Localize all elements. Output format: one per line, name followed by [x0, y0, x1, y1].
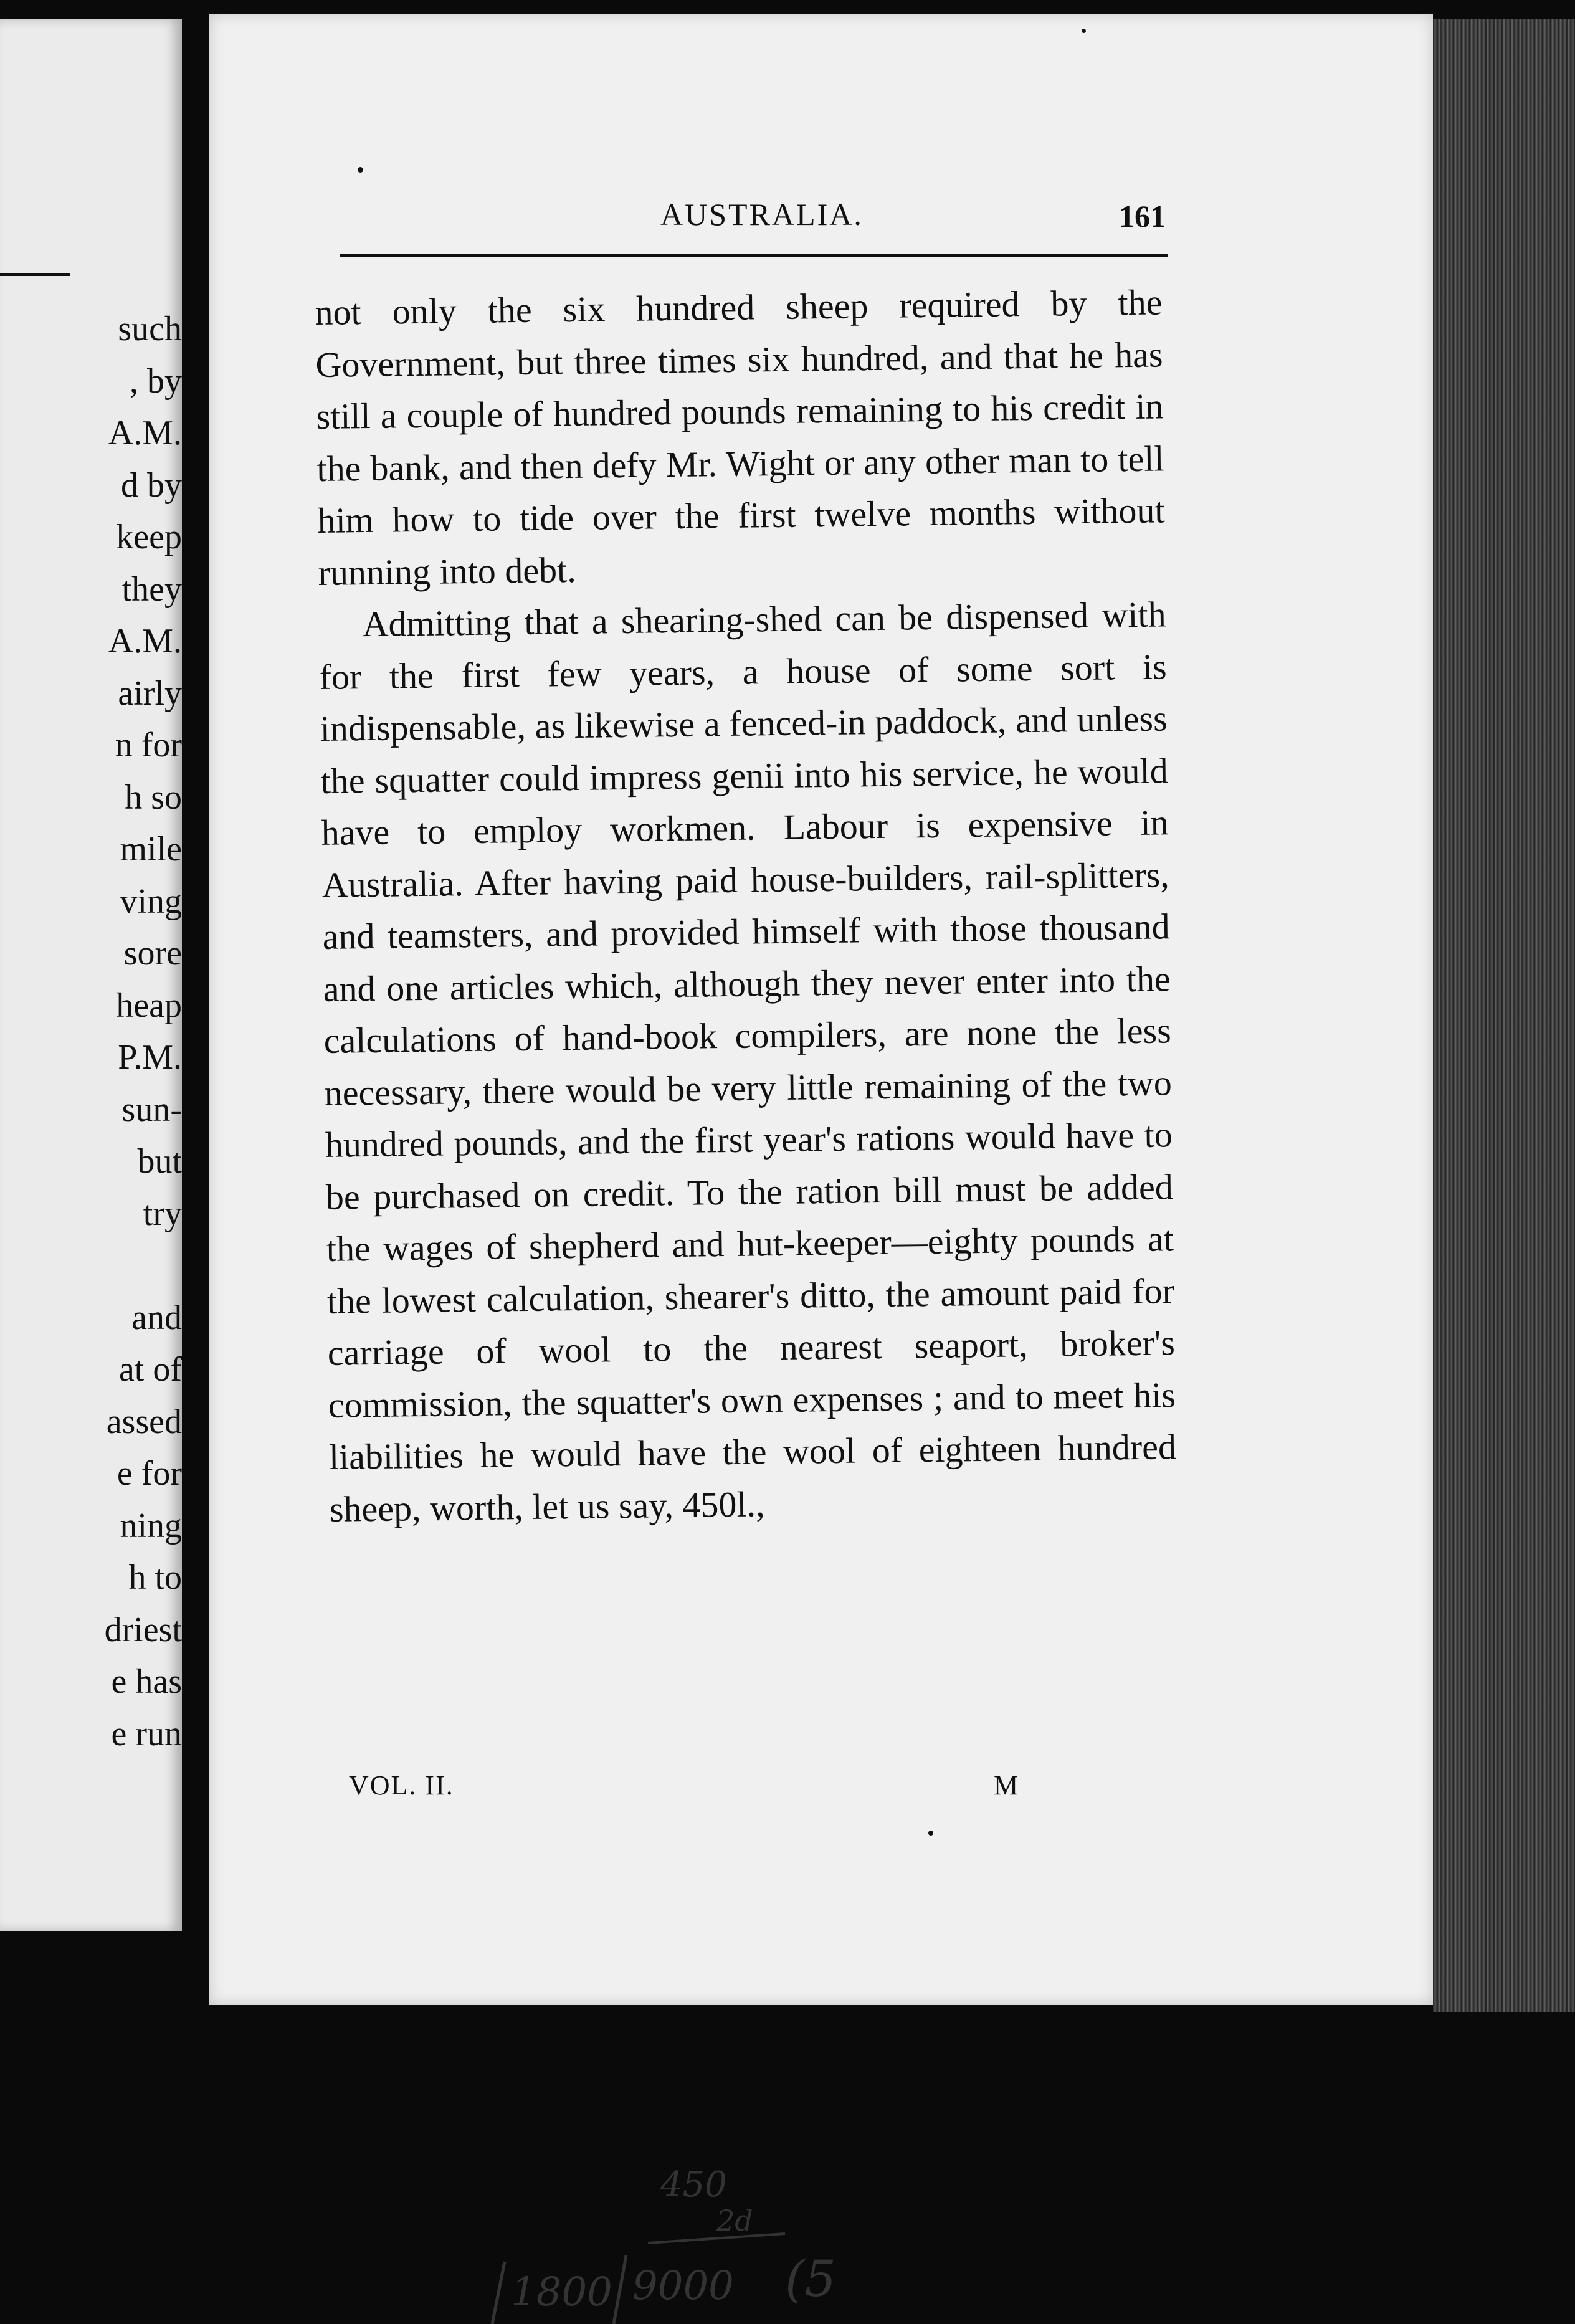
left-page-line: mile [120, 830, 182, 869]
left-page-rule [0, 273, 70, 276]
left-page-line: , by [130, 361, 182, 401]
handwritten-pencil-note [486, 2164, 922, 2324]
left-page-line: h so [125, 778, 182, 817]
body-text [315, 276, 1177, 1535]
ink-speck [1082, 29, 1086, 33]
paragraph: not only the six hundred sheep required by the Government, but three times six hundred, and that he has still a couple of hundred pounds remaining to his credit in the bank, and then defy Mr. Wight or any other man to tell him how to tide over the first twelve months without running into debt. [315, 282, 1165, 593]
signature-letter: M [994, 1770, 1019, 1801]
left-page-line: assed [106, 1402, 182, 1441]
left-page-line: airly [118, 674, 182, 713]
header-rule [340, 254, 1168, 257]
left-page-line: h to [128, 1558, 182, 1597]
left-page-line: heap [116, 986, 182, 1025]
volume-signature: VOL. II. [349, 1770, 454, 1801]
handwritten-multiplier: 2d [716, 2204, 753, 2237]
left-page-line: ning [120, 1506, 182, 1545]
left-page-line: but [137, 1142, 182, 1181]
running-head-title: AUSTRALIA. [660, 197, 864, 232]
left-page-line: e run [111, 1714, 182, 1753]
handwritten-divider [614, 2255, 626, 2324]
left-page-line: at of [118, 1350, 182, 1389]
page-number: 161 [1119, 199, 1166, 234]
left-page-line: e for [117, 1454, 182, 1493]
left-page-line: ving [120, 882, 182, 921]
left-page-line: keep [116, 518, 182, 556]
handwritten-numerator: 450 [660, 2164, 727, 2205]
left-page-line: such [118, 310, 182, 348]
handwritten-trailing: (5 [785, 2250, 837, 2308]
left-page-line: they [121, 569, 182, 609]
left-page-line: P.M. [118, 1038, 182, 1077]
left-page-line: sore [123, 934, 182, 973]
paragraph: Admitting that a shearing-shed can be dispensed with for the first few years, a house of some sort is indispensable, as likewise a fenced-in paddock, and unless the squatter could impress genii into his service, he would have to employ workmen. Labour is expensive in Australia. After having paid house-builders, rail-splitters, and teamsters, and provided himself with those thousand and one articles which, although they never enter into the calculations of hand-book compilers, are none the less necessary, there would be very little remaining of the two hundred pounds, and the first year's rations would have to be purchased on credit. To the ration bill must be added the wages of shepherd and hut-keeper—eighty pounds at the lowest calculation, shearer's ditto, the amount paid for carriage of wool to the nearest seaport, broker's commission, the squatter's own expenses ; and to meet his liabilities he would have the wool of eighteen hundred sheep, worth, let us say, 450l., [319, 594, 1177, 1530]
handwritten-left-figure: 1800 [511, 2269, 612, 2315]
left-page-line: try [143, 1194, 182, 1233]
left-page [0, 19, 182, 1931]
handwritten-stroke [492, 2262, 505, 2324]
left-page-line: and [131, 1298, 182, 1337]
page-edges [1433, 19, 1575, 2012]
left-page-line: A.M. [108, 622, 182, 660]
handwritten-right-figure: 9000 [632, 2263, 734, 2309]
left-page-line: driest [104, 1610, 182, 1649]
ink-speck [928, 1831, 933, 1836]
ink-speck [358, 167, 363, 173]
left-page-line: e has [111, 1662, 182, 1701]
left-page-line: sun- [121, 1090, 182, 1129]
left-page-line: A.M. [108, 414, 182, 452]
left-page-line: d by [121, 465, 182, 505]
left-page-line: n for [115, 726, 182, 764]
